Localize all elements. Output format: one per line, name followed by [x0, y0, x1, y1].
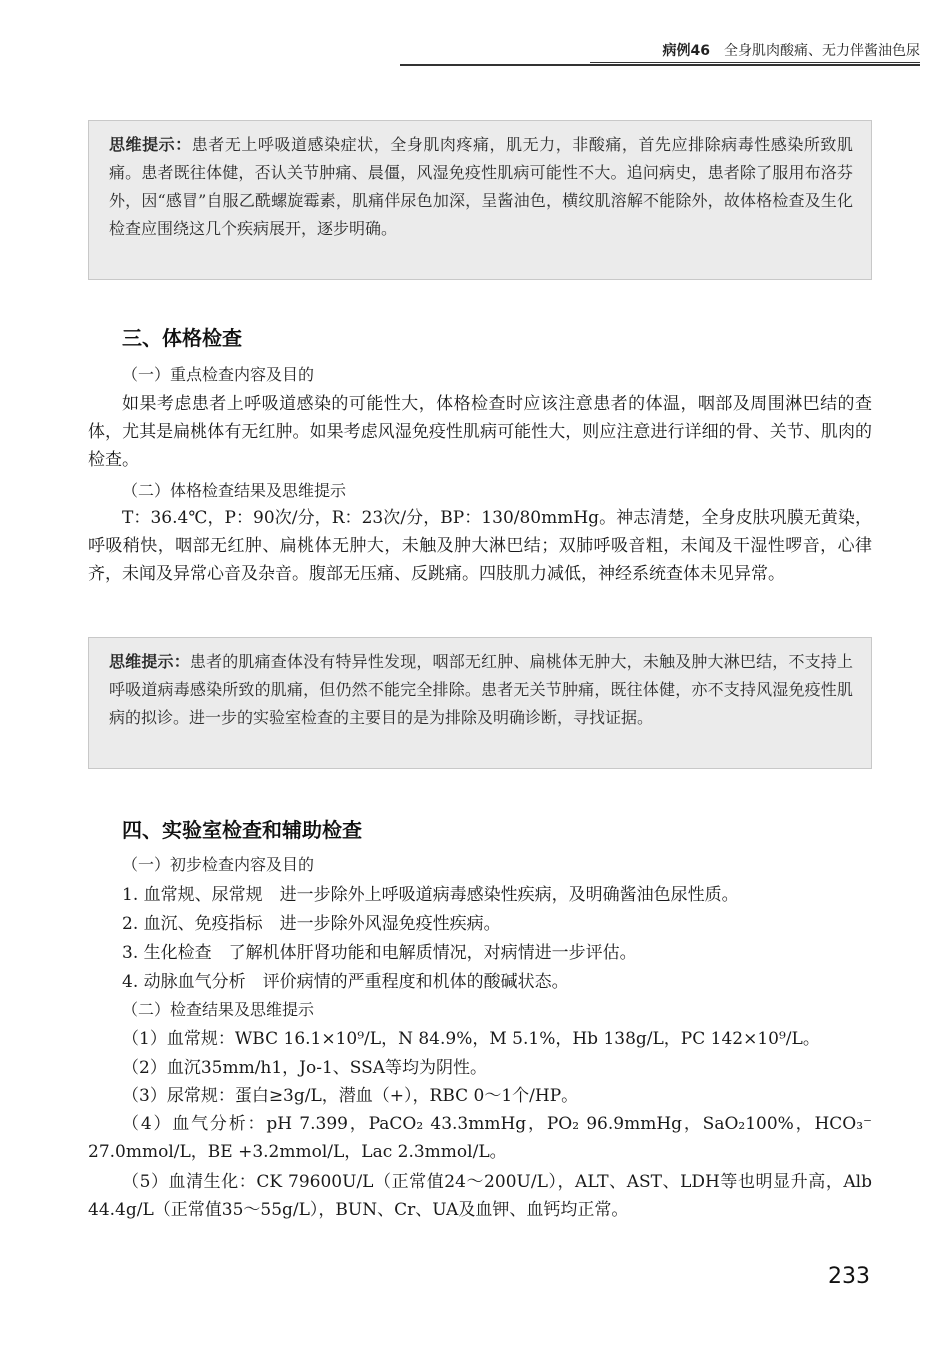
header-rule: [400, 64, 920, 66]
thinking-tip-box-2: [88, 637, 872, 769]
header-text: [663, 40, 920, 60]
subheading-key-exam: （一）重点检查内容及目的: [122, 365, 315, 384]
tip-text: 患者无上呼吸道感染症状，全身肌肉疼痛，肌无力，非酸痛，首先应排除病毒性感染所致肌痛。患者既往体健，否认关节肿痛、晨僵，风湿免疫性肌病可能性不大。追问病史，患者除了服用布洛芬外，因“感冒”自服乙酰螺旋霉素，肌痛伴尿色加深，呈酱油色，横纹肌溶解不能除外，故体格检查及生化检查应围绕这几个疾病展开，逐步明确。: [109, 135, 853, 238]
paragraph-exam-purpose: 如果考虑患者上呼吸道感染的可能性大，体格检查时应该注意患者的体温，咽部及周围淋巴结的查体，尤其是扁桃体有无红肿。如果考虑风湿免疫性肌病可能性大，则应注意进行详细的骨、关节、肌肉的检查。: [88, 394, 872, 470]
subheading-test-results: （二）检查结果及思维提示: [122, 1000, 315, 1019]
subheading-initial-tests: （一）初步检查内容及目的: [122, 855, 315, 874]
result-blood-gas: （4）血气分析：pH 7.399，PaCO₂ 43.3mmHg，PO₂ 96.9mmHg，SaO₂100%，HCO₃⁻ 27.0mmol/L，BE +3.2mmol/L，Lac 2.3mmol/L。: [88, 1114, 872, 1162]
result-serum-biochem: （5）血清生化：CK 79600U/L（正常值24～200U/L），ALT、AST、LDH等也明显升高，Alb 44.4g/L（正常值35～55g/L），BUN、Cr、UA及血钾、血钙均正常。: [88, 1172, 872, 1220]
tip-label: 思维提示：: [109, 135, 192, 154]
section-title-physical-exam: 三、体格检查: [122, 326, 242, 350]
tip-text: 患者的肌痛查体没有特异性发现，咽部无红肿、扁桃体无肿大，未触及肿大淋巴结，不支持上呼吸道病毒感染所致的肌痛，但仍然不能完全排除。患者无关节肿痛，既往体健，亦不支持风湿免疫性肌病的拟诊。进一步的实验室检查的主要目的是为排除及明确诊断，寻找证据。: [109, 652, 853, 727]
header-rule-thin: [590, 62, 920, 63]
result-urine-routine: （3）尿常规：蛋白≥3g/L，潜血（+），RBC 0～1个/HP。: [122, 1086, 579, 1106]
page-number: 233: [828, 1264, 870, 1289]
header-case-label: 病例46: [662, 43, 710, 59]
list-item: 3. 生化检查 了解机体肝肾功能和电解质情况，对病情进一步评估。: [122, 943, 637, 963]
header-case-title: 全身肌肉酸痛、无力伴酱油色尿: [724, 43, 920, 59]
list-item: 2. 血沉、免疫指标 进一步除外风湿免疫性疾病。: [122, 914, 501, 934]
list-item: 4. 动脉血气分析 评价病情的严重程度和机体的酸碱状态。: [122, 972, 569, 992]
list-item: 1. 血常规、尿常规 进一步除外上呼吸道病毒感染性疾病，及明确酱油色尿性质。: [122, 885, 739, 905]
result-esr: （2）血沉35mm/h1，Jo-1、SSA等均为阴性。: [122, 1058, 488, 1078]
section-title-lab-tests: 四、实验室检查和辅助检查: [122, 818, 362, 842]
running-header: [400, 34, 920, 68]
result-blood-routine: （1）血常规：WBC 16.1×10⁹/L，N 84.9%，M 5.1%，Hb 138g/L，PC 142×10⁹/L。: [122, 1029, 820, 1049]
subheading-exam-results: （二）体格检查结果及思维提示: [122, 481, 347, 500]
tip-label: 思维提示：: [109, 652, 190, 671]
thinking-tip-box-1: [88, 120, 872, 280]
paragraph-exam-results: T：36.4℃，P：90次/分，R：23次/分，BP：130/80mmHg。神志清楚，全身皮肤巩膜无黄染，呼吸稍快，咽部无红肿、扁桃体无肿大，未触及肿大淋巴结；双肺呼吸音粗，未闻及干湿性啰音，心律齐，未闻及异常心音及杂音。腹部无压痛、反跳痛。四肢肌力减低，神经系统查体未见异常。: [88, 508, 872, 584]
